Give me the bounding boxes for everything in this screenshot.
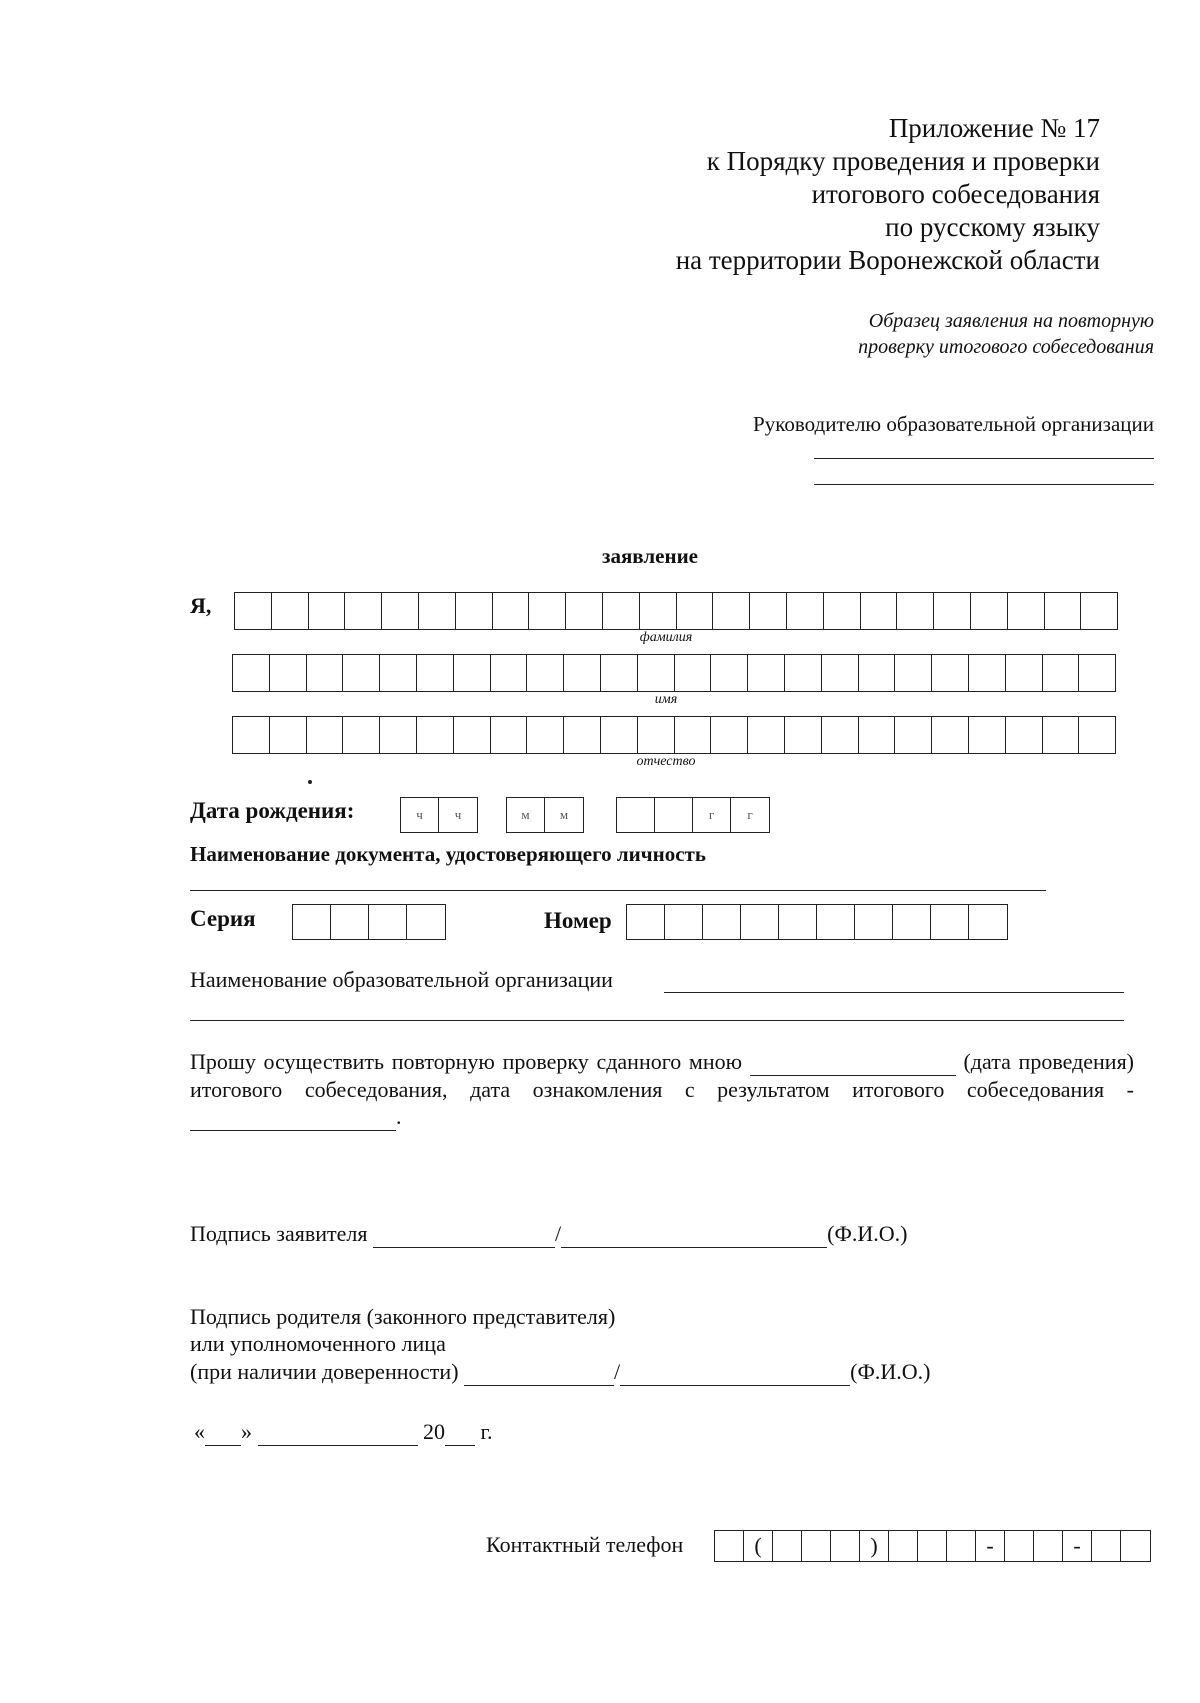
letter-cell[interactable] xyxy=(971,593,1008,629)
letter-cell[interactable] xyxy=(677,593,714,629)
letter-cell[interactable] xyxy=(638,655,675,691)
birth-day-cell[interactable]: ч xyxy=(401,798,439,832)
date-row xyxy=(194,1418,493,1446)
exam-date-field[interactable] xyxy=(750,1048,956,1076)
number-cell[interactable] xyxy=(665,905,703,939)
birth-year-box[interactable] xyxy=(616,797,770,833)
letter-cell[interactable] xyxy=(713,593,750,629)
letter-cell[interactable] xyxy=(711,717,748,753)
applicant-signature-row xyxy=(190,1220,907,1248)
name-grid[interactable] xyxy=(232,654,1116,692)
letter-cell[interactable] xyxy=(380,717,417,753)
letter-cell[interactable] xyxy=(380,655,417,691)
form-title: заявление xyxy=(602,544,698,568)
letter-cell[interactable] xyxy=(895,717,932,753)
letter-cell[interactable] xyxy=(969,717,1006,753)
month-field[interactable] xyxy=(258,1418,418,1446)
number-cell[interactable] xyxy=(741,905,779,939)
slash: / xyxy=(555,1221,562,1246)
letter-cell[interactable] xyxy=(1006,655,1043,691)
ya-label: Я, xyxy=(190,593,212,618)
phone-cell[interactable] xyxy=(1121,1531,1150,1561)
phone-cell[interactable] xyxy=(773,1531,802,1561)
applicant-label: Подпись заявителя xyxy=(190,1221,368,1246)
letter-cell[interactable] xyxy=(748,655,785,691)
letter-cell[interactable] xyxy=(417,655,454,691)
sample-line: проверку итогового собеседования xyxy=(858,336,1154,358)
parent-line-3: (при наличии доверенности) xyxy=(190,1359,459,1384)
letter-cell[interactable] xyxy=(1008,593,1045,629)
letter-cell[interactable] xyxy=(859,655,896,691)
letter-cell[interactable] xyxy=(307,717,344,753)
letter-cell[interactable] xyxy=(711,655,748,691)
letter-cell[interactable] xyxy=(345,593,382,629)
birth-year-cell[interactable] xyxy=(617,798,655,832)
letter-cell[interactable] xyxy=(417,717,454,753)
request-part-1: Прошу осуществить повторную проверку сданного мною xyxy=(190,1049,743,1074)
number-box[interactable] xyxy=(626,904,1008,940)
number-cell[interactable] xyxy=(779,905,817,939)
addressee-line-2[interactable] xyxy=(814,484,1154,485)
document-line[interactable] xyxy=(190,890,1046,891)
letter-cell[interactable] xyxy=(309,593,346,629)
letter-cell[interactable] xyxy=(382,593,419,629)
letter-cell[interactable] xyxy=(785,717,822,753)
number-cell[interactable] xyxy=(969,905,1007,939)
letter-cell[interactable] xyxy=(527,717,564,753)
birth-label: Дата рождения: xyxy=(190,798,355,823)
birth-month-cell[interactable]: м xyxy=(559,807,569,822)
letter-cell[interactable] xyxy=(932,655,969,691)
letter-cell[interactable] xyxy=(601,717,638,753)
sample-line: Образец заявления на повторную xyxy=(868,310,1154,332)
phone-box[interactable] xyxy=(714,1530,1151,1562)
letter-cell[interactable] xyxy=(456,593,493,629)
addressee-line-1[interactable] xyxy=(814,458,1154,459)
year-prefix: 20 xyxy=(423,1419,445,1444)
patronymic-grid[interactable] xyxy=(232,716,1116,754)
letter-cell[interactable] xyxy=(419,593,456,629)
stray-dot xyxy=(308,780,312,784)
surname-grid[interactable] xyxy=(234,592,1118,630)
letter-cell[interactable] xyxy=(564,717,601,753)
letter-cell[interactable] xyxy=(493,593,530,629)
letter-cell[interactable] xyxy=(1006,717,1043,753)
letter-cell[interactable] xyxy=(307,655,344,691)
request-paragraph xyxy=(190,1048,1134,1131)
date-close-quote: » xyxy=(241,1419,252,1444)
series-label: Серия xyxy=(190,906,256,931)
appendix-line: по русскому языку xyxy=(885,212,1100,242)
document-label: Наименование документа, удостоверяющего личность xyxy=(190,842,706,866)
letter-cell[interactable] xyxy=(1043,717,1080,753)
parent-fio-field[interactable] xyxy=(620,1358,850,1386)
org-label: Наименование образовательной организации xyxy=(190,967,613,992)
letter-cell[interactable] xyxy=(934,593,971,629)
surname-caption: фамилия xyxy=(639,630,693,645)
phone-cell[interactable] xyxy=(715,1531,744,1561)
phone-cell[interactable] xyxy=(802,1531,831,1561)
patronymic-caption: отчество xyxy=(636,754,696,769)
appendix-line: Приложение № 17 xyxy=(888,113,1100,143)
letter-cell[interactable] xyxy=(454,717,491,753)
number-cell[interactable] xyxy=(817,905,855,939)
letter-cell[interactable] xyxy=(750,593,787,629)
parent-signature-field[interactable] xyxy=(464,1358,614,1386)
appendix-line: на территории Воронежской области xyxy=(675,245,1100,275)
letter-cell[interactable] xyxy=(491,717,528,753)
name-caption: имя xyxy=(654,692,678,707)
letter-cell[interactable] xyxy=(859,717,896,753)
letter-cell[interactable] xyxy=(270,655,307,691)
series-cell[interactable] xyxy=(407,905,445,939)
appendix-header xyxy=(676,112,1100,277)
review-date-field[interactable] xyxy=(190,1103,396,1131)
birth-month-cell[interactable]: м xyxy=(507,798,545,832)
letter-cell[interactable] xyxy=(787,593,824,629)
birth-day-cell[interactable]: ч xyxy=(454,807,462,822)
parent-line-1: Подпись родителя (законного представителя) xyxy=(190,1304,616,1329)
addressee: Руководителю образовательной организации xyxy=(753,412,1154,436)
number-label: Номер xyxy=(544,908,612,933)
letter-cell[interactable] xyxy=(675,655,712,691)
letter-cell[interactable] xyxy=(824,593,861,629)
letter-cell[interactable] xyxy=(343,655,380,691)
letter-cell[interactable] xyxy=(1043,655,1080,691)
letter-cell[interactable] xyxy=(895,655,932,691)
number-cell[interactable] xyxy=(893,905,931,939)
fio-label: (Ф.И.О.) xyxy=(827,1221,908,1246)
letter-cell[interactable] xyxy=(1081,593,1118,629)
letter-cell[interactable] xyxy=(822,717,859,753)
letter-cell[interactable] xyxy=(272,593,309,629)
birth-month-box[interactable] xyxy=(506,797,584,833)
letter-cell[interactable] xyxy=(932,717,969,753)
series-box[interactable] xyxy=(292,904,446,940)
letter-cell[interactable] xyxy=(603,593,640,629)
phone-cell[interactable] xyxy=(1092,1531,1121,1561)
year-suffix: г. xyxy=(480,1419,493,1444)
series-cell[interactable] xyxy=(293,905,331,939)
birth-year-cell[interactable] xyxy=(655,798,693,832)
phone-cell[interactable]: ( xyxy=(744,1531,773,1561)
slash: / xyxy=(614,1359,621,1384)
letter-cell[interactable] xyxy=(270,717,307,753)
birth-day-box[interactable] xyxy=(400,797,478,833)
date-open-quote: « xyxy=(194,1419,205,1444)
letter-cell[interactable] xyxy=(638,717,675,753)
number-cell[interactable] xyxy=(931,905,969,939)
appendix-line: к Порядку проведения и проверки xyxy=(706,146,1100,176)
letter-cell[interactable] xyxy=(235,593,272,629)
letter-cell[interactable] xyxy=(564,655,601,691)
letter-cell[interactable] xyxy=(233,717,270,753)
letter-cell[interactable] xyxy=(529,593,566,629)
birth-year-cell[interactable]: г xyxy=(747,807,753,822)
fio-label: (Ф.И.О.) xyxy=(850,1359,931,1384)
letter-cell[interactable] xyxy=(527,655,564,691)
day-field[interactable] xyxy=(205,1418,241,1446)
applicant-signature-field[interactable] xyxy=(373,1220,555,1248)
phone-cell[interactable] xyxy=(889,1531,918,1561)
applicant-fio-field[interactable] xyxy=(561,1220,827,1248)
org-line-1[interactable] xyxy=(664,992,1124,993)
year-field[interactable] xyxy=(445,1418,475,1446)
letter-cell[interactable] xyxy=(601,655,638,691)
birth-year-cell[interactable]: г xyxy=(693,798,731,832)
phone-cell[interactable]: ) xyxy=(860,1531,889,1561)
series-cell[interactable] xyxy=(369,905,407,939)
letter-cell[interactable] xyxy=(343,717,380,753)
letter-cell[interactable] xyxy=(1079,655,1116,691)
phone-cell[interactable] xyxy=(831,1531,860,1561)
org-line-2[interactable] xyxy=(190,1020,1124,1021)
phone-label: Контактный телефон xyxy=(486,1532,684,1557)
number-cell[interactable] xyxy=(627,905,665,939)
phone-cell[interactable] xyxy=(1034,1531,1063,1561)
letter-cell[interactable] xyxy=(822,655,859,691)
appendix-line: итогового собеседования xyxy=(811,179,1100,209)
letter-cell[interactable] xyxy=(897,593,934,629)
letter-cell[interactable] xyxy=(491,655,528,691)
phone-cell[interactable]: - xyxy=(976,1531,1005,1561)
request-part-3: . xyxy=(396,1104,402,1129)
parent-line-2: или уполномоченного лица xyxy=(190,1331,446,1356)
letter-cell[interactable] xyxy=(675,717,712,753)
letter-cell[interactable] xyxy=(454,655,491,691)
phone-cell[interactable] xyxy=(1005,1531,1034,1561)
letter-cell[interactable] xyxy=(1079,717,1116,753)
number-cell[interactable] xyxy=(703,905,741,939)
phone-cell[interactable] xyxy=(918,1531,947,1561)
series-cell[interactable] xyxy=(331,905,369,939)
letter-cell[interactable] xyxy=(566,593,603,629)
letter-cell[interactable] xyxy=(748,717,785,753)
phone-cell[interactable] xyxy=(947,1531,976,1561)
parent-signature-row xyxy=(190,1358,930,1386)
number-cell[interactable] xyxy=(855,905,893,939)
letter-cell[interactable] xyxy=(233,655,270,691)
letter-cell[interactable] xyxy=(640,593,677,629)
sample-note xyxy=(858,308,1154,360)
phone-cell[interactable]: - xyxy=(1063,1531,1092,1561)
letter-cell[interactable] xyxy=(861,593,898,629)
letter-cell[interactable] xyxy=(969,655,1006,691)
request-part-2: (дата проведения) итогового собеседования, дата ознакомления с результатом итогового собеседования - xyxy=(190,1049,1135,1102)
letter-cell[interactable] xyxy=(785,655,822,691)
letter-cell[interactable] xyxy=(1045,593,1082,629)
